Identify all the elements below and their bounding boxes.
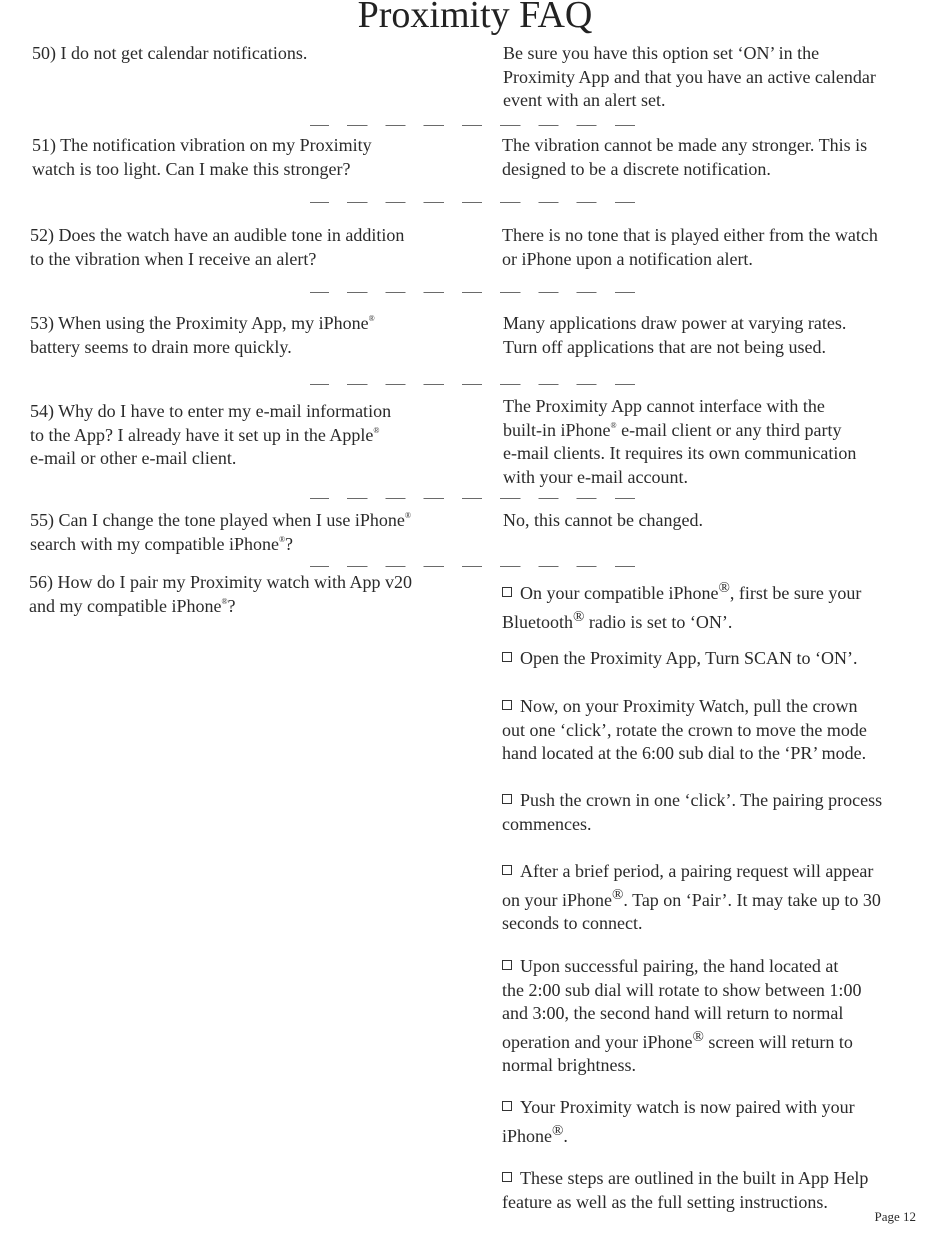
step-line: the 2:00 sub dial will rotate to show between 1:00 [502, 979, 862, 1000]
checkbox-icon [502, 700, 512, 710]
pairing-step-5 [502, 860, 922, 936]
checkbox-icon [502, 1172, 512, 1182]
step-line: On your compatible iPhone®, first be sure your [520, 580, 862, 603]
step-line: operation and your iPhone® screen will return to [502, 1028, 853, 1052]
faq-question-54 [30, 400, 470, 471]
dashed-divider [310, 292, 640, 293]
step-line: and 3:00, the second hand will return to normal [502, 1003, 844, 1023]
faq-answer-line: Turn off applications that are not being used. [503, 336, 826, 357]
faq-answer-51 [502, 134, 922, 181]
step-line: iPhone®. [502, 1122, 568, 1146]
faq-answer-line: built-in iPhone® e-mail client or any third party [503, 419, 842, 440]
step-line: Bluetooth® radio is set to ‘ON’. [502, 608, 733, 632]
checkbox-icon [502, 587, 512, 597]
step-line: on your iPhone®. Tap on ‘Pair’. It may take up to 30 [502, 886, 881, 910]
faq-question-line: battery seems to drain more quickly. [30, 336, 292, 357]
step-line: These steps are outlined in the built in App Help [520, 1168, 869, 1188]
faq-answer-53 [503, 312, 923, 359]
faq-question-line: 52) Does the watch have an audible tone in addition [30, 225, 405, 245]
faq-question-line: 53) When using the Proximity App, my iPhone® [30, 313, 375, 333]
pairing-step-4 [502, 789, 922, 836]
checkbox-icon [502, 794, 512, 804]
faq-question-53 [30, 312, 470, 359]
step-line: Your Proximity watch is now paired with your [520, 1097, 855, 1117]
faq-question-line: 50) I do not get calendar notifications. [32, 43, 308, 63]
faq-answer-line: There is no tone that is played either from the watch [502, 225, 878, 245]
checkbox-icon [502, 652, 512, 662]
step-line: Open the Proximity App, Turn SCAN to ‘ON’. [520, 648, 858, 668]
pairing-step-7 [502, 1096, 922, 1148]
page-title: Proximity FAQ [357, 0, 593, 36]
faq-answer-55 [503, 509, 923, 533]
faq-answer-line: Many applications draw power at varying rates. [503, 313, 847, 333]
step-line: commences. [502, 813, 592, 834]
faq-question-line: 55) Can I change the tone played when I use iPhone® [30, 510, 411, 530]
faq-question-52 [30, 224, 470, 271]
faq-answer-line: No, this cannot be changed. [503, 510, 703, 530]
faq-question-line: 56) How do I pair my Proximity watch with App v20 [29, 572, 412, 592]
faq-question-line: to the App? I already have it set up in the Apple® [30, 424, 380, 445]
faq-question-55 [30, 509, 470, 556]
faq-answer-line: Proximity App and that you have an active calendar [503, 66, 876, 87]
faq-answer-50 [503, 42, 923, 113]
faq-answer-line: designed to be a discrete notification. [502, 158, 771, 179]
step-line: normal brightness. [502, 1055, 636, 1075]
faq-answer-54 [503, 395, 923, 489]
pairing-step-1 [502, 577, 922, 634]
step-line: After a brief period, a pairing request will appear [520, 861, 874, 881]
faq-answer-52 [502, 224, 922, 271]
faq-question-line: 54) Why do I have to enter my e-mail information [30, 401, 392, 421]
pairing-step-8 [502, 1167, 922, 1214]
faq-answer-line: with your e-mail account. [503, 466, 688, 487]
pairing-step-2 [502, 647, 922, 671]
faq-answer-line: The vibration cannot be made any stronger. This is [502, 135, 868, 155]
faq-question-56 [29, 571, 469, 618]
faq-answer-line: event with an alert set. [503, 90, 666, 110]
faq-question-line: 51) The notification vibration on my Proximity [32, 135, 372, 155]
faq-question-line: search with my compatible iPhone®? [30, 533, 294, 554]
step-line: hand located at the 6:00 sub dial to the ‘PR’ mode. [502, 743, 867, 763]
faq-answer-line: The Proximity App cannot interface with the [503, 396, 825, 416]
step-line: Upon successful pairing, the hand located at [520, 956, 839, 976]
page-number: Page 12 [874, 1209, 916, 1224]
faq-question-line: to the vibration when I receive an alert? [30, 248, 317, 269]
checkbox-icon [502, 865, 512, 875]
dashed-divider [310, 566, 640, 567]
pairing-step-6 [502, 955, 922, 1078]
dashed-divider [310, 202, 640, 203]
dashed-divider [310, 384, 640, 385]
step-line: Now, on your Proximity Watch, pull the crown [520, 696, 858, 716]
faq-question-50 [32, 42, 472, 66]
checkbox-icon [502, 1101, 512, 1111]
dashed-divider [310, 125, 640, 126]
step-line: out one ‘click’, rotate the crown to move the mode [502, 719, 867, 740]
faq-question-line: and my compatible iPhone®? [29, 595, 236, 616]
faq-answer-line: e-mail clients. It requires its own communication [503, 443, 857, 463]
faq-question-line: e-mail or other e-mail client. [30, 448, 237, 468]
faq-answer-line: Be sure you have this option set ‘ON’ in the [503, 43, 820, 63]
faq-question-51 [32, 134, 472, 181]
faq-question-line: watch is too light. Can I make this stronger? [32, 158, 351, 179]
step-line: Push the crown in one ‘click’. The pairing process [520, 790, 883, 810]
dashed-divider [310, 498, 640, 499]
step-line: feature as well as the full setting instructions. [502, 1191, 828, 1212]
pairing-step-3 [502, 695, 922, 766]
faq-answer-line: or iPhone upon a notification alert. [502, 248, 753, 269]
step-line: seconds to connect. [502, 913, 643, 933]
checkbox-icon [502, 960, 512, 970]
